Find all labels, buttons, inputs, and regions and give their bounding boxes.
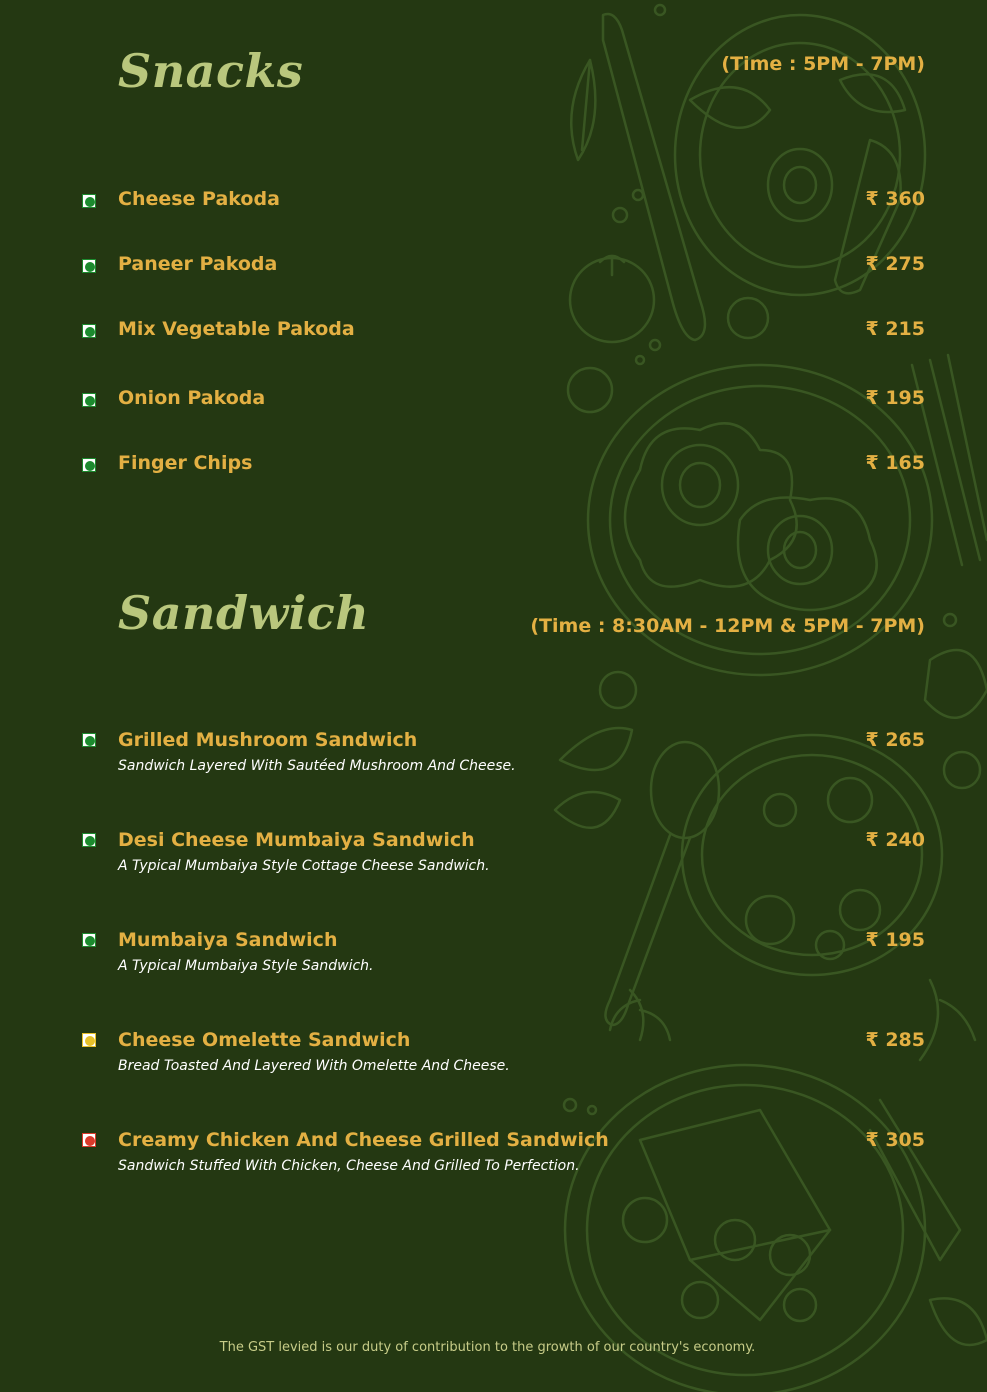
menu-item-name: Cheese Pakoda <box>118 188 280 210</box>
veg-indicator-icon <box>82 259 96 273</box>
menu-item-price: ₹ 265 <box>865 729 925 751</box>
menu-item-description: Bread Toasted And Layered With Omelette And Cheese. <box>118 1058 510 1074</box>
menu-item-price: ₹ 195 <box>865 387 925 409</box>
menu-item-description: A Typical Mumbaiya Style Sandwich. <box>118 958 374 974</box>
menu-item-price: ₹ 305 <box>865 1129 925 1151</box>
menu-item-price: ₹ 195 <box>865 929 925 951</box>
veg-indicator-icon <box>82 194 96 208</box>
section-title-snacks: Snacks <box>118 44 304 98</box>
menu-item-price: ₹ 360 <box>865 188 925 210</box>
menu-item-name: Finger Chips <box>118 452 253 474</box>
section-title-sandwich: Sandwich <box>118 586 370 640</box>
gst-footer-note: The GST levied is our duty of contribution to the growth of our country's economy. <box>219 1340 756 1355</box>
menu-item-name: Mumbaiya Sandwich <box>118 929 338 951</box>
menu-item-name: Desi Cheese Mumbaiya Sandwich <box>118 829 475 851</box>
menu-item-price: ₹ 165 <box>865 452 925 474</box>
section-time-snacks: (Time : 5PM - 7PM) <box>721 53 925 75</box>
menu-item-price: ₹ 240 <box>865 829 925 851</box>
menu-item-description: Sandwich Stuffed With Chicken, Cheese And Grilled To Perfection. <box>118 1158 580 1174</box>
menu-item-price: ₹ 275 <box>865 253 925 275</box>
menu-item-name: Onion Pakoda <box>118 387 266 409</box>
menu-item-price: ₹ 285 <box>865 1029 925 1051</box>
menu-item-price: ₹ 215 <box>865 318 925 340</box>
non-veg-indicator-icon <box>82 1133 96 1147</box>
veg-indicator-icon <box>82 733 96 747</box>
veg-indicator-icon <box>82 393 96 407</box>
veg-indicator-icon <box>82 833 96 847</box>
veg-indicator-icon <box>82 458 96 472</box>
veg-indicator-icon <box>82 324 96 338</box>
menu-item-name: Grilled Mushroom Sandwich <box>118 729 418 751</box>
menu-item-name: Creamy Chicken And Cheese Grilled Sandwich <box>118 1129 609 1151</box>
menu-item-name: Mix Vegetable Pakoda <box>118 318 355 340</box>
section-time-sandwich: (Time : 8:30AM - 12PM & 5PM - 7PM) <box>530 615 925 637</box>
veg-indicator-icon <box>82 933 96 947</box>
egg-indicator-icon <box>82 1033 96 1047</box>
menu-item-name: Paneer Pakoda <box>118 253 278 275</box>
menu-item-description: Sandwich Layered With Sautéed Mushroom And Cheese. <box>118 758 516 774</box>
menu-item-name: Cheese Omelette Sandwich <box>118 1029 411 1051</box>
menu-item-description: A Typical Mumbaiya Style Cottage Cheese Sandwich. <box>118 858 490 874</box>
